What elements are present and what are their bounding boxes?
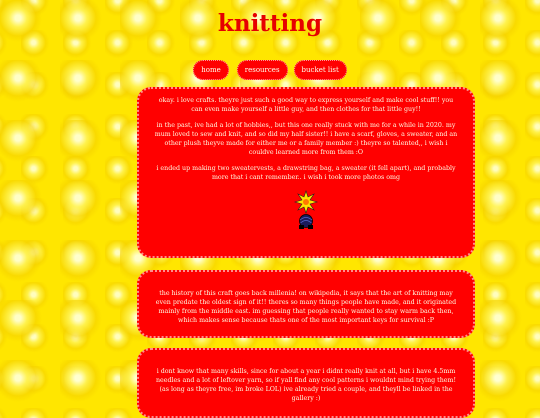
history-section xyxy=(137,270,475,338)
history-paragraph: the history of this craft goes back millenia! on wikipedia, it says that the art of knitting may even predate the oldest sign of it!! theres so many things people have made, and it originated mainly from the middle east. im guessing that people really wanted to stay warm back then, which makes sense because thats one of the most important keys for survival :P xyxy=(155,290,457,324)
nav-bucket-list-button[interactable]: bucket list xyxy=(294,60,347,80)
intro-paragraph-2: in the past, ive had a lot of hobbies,, but this one really stuck with me for a while in 2020. my mum loved to sew and knit, and so did my half sister!! i have a scarf, gloves, a sweater, and an other plush theyve made for either me or a family member :) theyre so talented,, i wish i couldve learned more from them :O xyxy=(154,121,458,156)
nav-home-button[interactable]: home xyxy=(193,60,229,80)
skills-section xyxy=(137,348,475,418)
nav-resources-button[interactable]: resources xyxy=(237,60,288,80)
yarn-ball-sparkle-icon xyxy=(293,190,319,230)
intro-section xyxy=(137,87,475,258)
skills-paragraph: i dont know that many skills, since for about a year i didnt really knit at all, but i have 4.5mm needles and a lot of leftover yarn, so if yall find any cool patterns i wouldnt mind trying them! (as long as theyre free, im broke LOL) ive already tried a couple, and theyll be linked in the gallery :) xyxy=(156,368,456,402)
intro-paragraph-1: okay. i love crafts. theyre just such a good way to express yourself and make cool stuff!! you can even make yourself a little guy, and then clothes for that little guy!! xyxy=(158,97,454,113)
nav-bar xyxy=(0,60,540,80)
page-title: knitting xyxy=(217,10,323,37)
intro-paragraph-3: i ended up making two sweatervests, a drawstring bag, a sweater (it fell apart), and probably more that i cant remember.. i wish i took more photos omg xyxy=(156,164,456,181)
